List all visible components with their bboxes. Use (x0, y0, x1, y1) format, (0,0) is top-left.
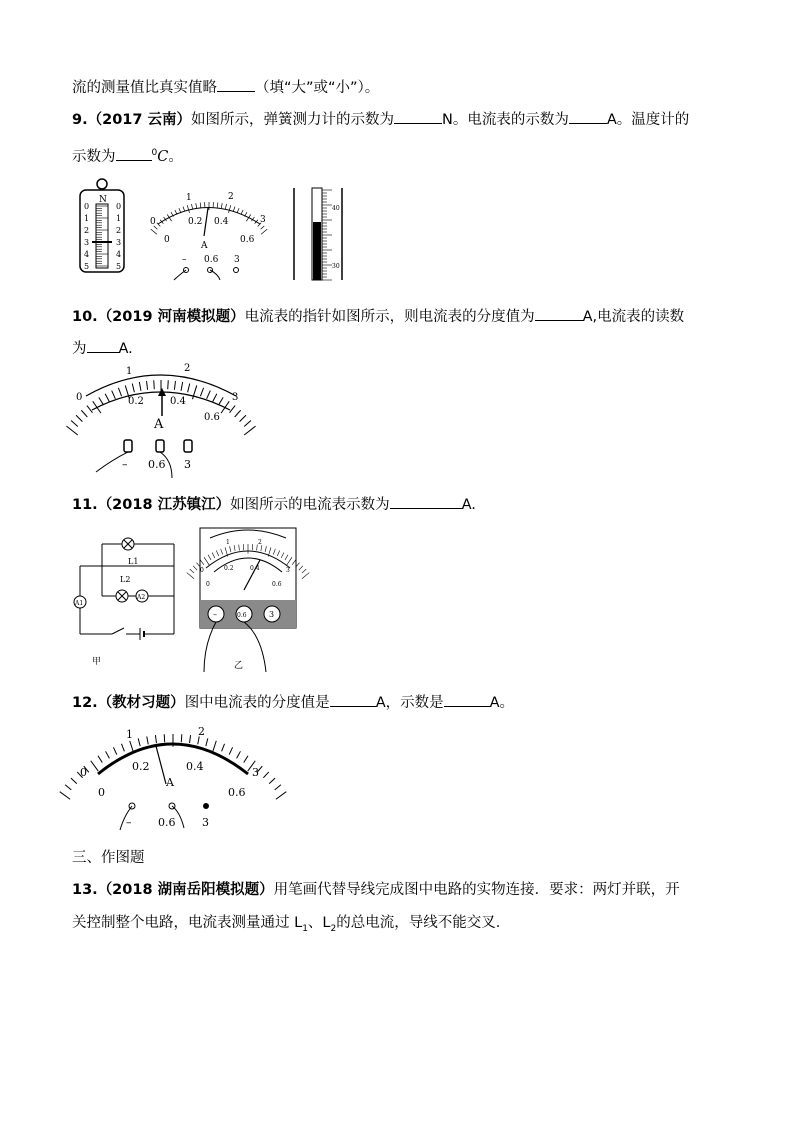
tick-mark (181, 734, 182, 742)
q9-top-3: 3 (260, 215, 266, 225)
q9-top-0: 0 (150, 217, 156, 227)
q9-bot-1: 0.2 (188, 217, 203, 227)
tick-mark (164, 734, 165, 742)
q12-needle (156, 746, 166, 784)
q9-term-2: 3 (234, 255, 240, 265)
q9-line-2: 示数为 $^0$C。 (72, 145, 183, 166)
tick-mark (98, 756, 102, 763)
tick-mark (99, 397, 104, 405)
q11-bot-0: 0 (206, 581, 210, 588)
spring-tick-label: 4 (84, 250, 90, 259)
q8-tail-line (72, 76, 379, 97)
spring-tick-label: 1 (116, 214, 122, 223)
tick-mark (91, 761, 99, 771)
q11-top-2: 2 (258, 539, 262, 546)
tick-mark (93, 401, 101, 413)
q13-line-1 (72, 878, 680, 899)
tick-mark (212, 741, 216, 753)
q11-L1-label: L1 (128, 557, 139, 566)
q12-source: （教材习题） (97, 695, 185, 711)
q12-top-0: 0 (80, 766, 87, 779)
q12-blank-1 (330, 692, 376, 707)
q10-source: （2019 河南模拟题） (97, 309, 245, 325)
tick-mark (200, 203, 201, 208)
q9-A-label: A (201, 241, 208, 251)
tick-mark (244, 756, 248, 763)
q9-bot-0: 0 (164, 235, 170, 245)
tick-mark (181, 382, 183, 391)
tick-mark (121, 744, 124, 751)
tick-mark (147, 736, 148, 744)
tick-mark (138, 738, 140, 746)
q10-line-2 (72, 337, 133, 358)
thermo-label-30: 30 (332, 263, 340, 270)
tick-mark (112, 391, 116, 399)
tick-mark (160, 220, 163, 224)
q11-text-2: A. (461, 497, 476, 513)
q12-bot-1: 0.2 (132, 760, 150, 773)
tick-mark (244, 421, 251, 427)
q11-line (72, 493, 476, 514)
tick-mark (229, 205, 231, 213)
tick-mark (190, 735, 191, 743)
section-title: 三、作图题 (72, 850, 145, 866)
tick-mark (168, 380, 169, 389)
tick-mark (200, 388, 203, 396)
tick-mark (302, 569, 306, 573)
tick-mark (60, 792, 70, 800)
q10-text-4: A. (118, 341, 133, 357)
q11-caption-1: 甲 (92, 657, 102, 667)
q11-circuit-figure (76, 530, 196, 670)
q9-unit-sup: 0 (151, 148, 158, 159)
tick-mark (132, 383, 134, 392)
q10-A-label: A (154, 417, 164, 432)
q9-number: 9. (72, 112, 88, 128)
spring-tick-label: 2 (84, 226, 90, 235)
q12-bot-3: 0.6 (228, 786, 246, 799)
tick-mark (222, 744, 225, 751)
thermo-label-40: 40 (332, 205, 340, 212)
q9-text: 如图所示，弹簧测力计的示数为 (191, 112, 395, 128)
q10-top-2: 2 (184, 363, 191, 374)
q10-bot-2: 0.6 (204, 412, 220, 423)
q10-text-3: 为 (72, 341, 87, 357)
q9-text-3: A。温度计的 (606, 112, 690, 128)
tick-mark (213, 394, 217, 402)
q11-A1-label: A1 (75, 600, 84, 607)
q9-text-4: 示数为 (72, 149, 116, 165)
tick-mark (221, 203, 222, 208)
q10-term-0: – (122, 458, 128, 471)
q13-sub-1: 1 (302, 923, 308, 934)
q12-line (72, 691, 514, 712)
q10-blank-1 (535, 306, 583, 321)
tick-mark (206, 738, 208, 746)
q11-top-1: 1 (226, 539, 230, 546)
q11-term-0: – (213, 610, 217, 619)
tick-mark (219, 397, 224, 405)
q11-L2-label: L2 (120, 575, 131, 584)
q8-text: 流的测量值比真实值略 (72, 80, 217, 96)
tick-mark (276, 792, 286, 800)
q9-source: （2017 云南） (87, 112, 192, 128)
q11-number: 11. (72, 497, 98, 513)
tick-mark (240, 415, 246, 421)
q12-text-3: A。 (489, 695, 515, 711)
tick-mark (241, 210, 243, 214)
q13-text-4: 的总电流，导线不能交叉． (336, 915, 511, 931)
spring-tick-label: 3 (116, 238, 122, 247)
q12-top-1: 1 (126, 728, 133, 741)
q9-unit-c: C (157, 149, 169, 165)
spring-tick-label: 5 (116, 262, 122, 271)
tick-mark (237, 208, 239, 213)
q13-number: 13. (72, 882, 98, 898)
tick-mark (155, 735, 156, 743)
q11-meter-figure (196, 524, 300, 674)
tick-mark (230, 406, 236, 413)
q12-blank-2 (444, 692, 490, 707)
spring-tick-label: 4 (116, 250, 122, 259)
q12-text-2: A，示数是 (375, 695, 444, 711)
q12-text: 图中电流表的分度值是 (184, 695, 330, 711)
q9-needle (204, 208, 208, 236)
q11-top-0: 0 (200, 567, 204, 574)
tick-mark (217, 203, 218, 208)
tick-mark (130, 741, 134, 753)
spring-tick-label: 5 (84, 262, 90, 271)
tick-mark (221, 401, 229, 413)
q11-blank (390, 494, 462, 509)
q11-caption-2: 乙 (234, 661, 244, 671)
q11-bot-3: 0.6 (272, 581, 282, 588)
tick-mark (275, 785, 281, 790)
tick-mark (207, 391, 211, 399)
spring-scale-figure (76, 176, 136, 276)
q9-blank-3 (116, 146, 152, 161)
q11-text: 如图所示的电流表示数为 (230, 497, 390, 513)
spring-tick-label: 1 (84, 214, 90, 223)
tick-mark (71, 421, 78, 427)
q10-text: 电流表的指针如图所示，则电流表的分度值为 (244, 309, 535, 325)
tick-mark (255, 220, 258, 224)
q10-line-1 (72, 305, 684, 326)
tick-mark (235, 410, 241, 417)
q9-blank-1 (394, 109, 442, 124)
q9-text-2: N。电流表的示数为 (442, 112, 569, 128)
tick-mark (244, 426, 255, 435)
tick-mark (87, 406, 93, 413)
tick-mark (302, 573, 309, 579)
q11-bot-2: 0.4 (250, 565, 260, 572)
tick-mark (183, 207, 185, 212)
q10-bot-1: 0.4 (170, 396, 186, 407)
tick-mark (113, 747, 116, 754)
tick-mark (65, 785, 71, 790)
q13-text-3: 、L (307, 915, 331, 931)
q9-term-1: 0.6 (204, 255, 219, 265)
q10-term-2: 3 (184, 458, 191, 471)
q13-text: 用笔画代替导线完成图中电路的实物连接．要求：两灯并联，开 (273, 882, 680, 898)
tick-mark (179, 208, 181, 213)
q9-line-1 (72, 108, 689, 129)
q12-top-3: 3 (252, 766, 259, 779)
q9-top-2: 2 (228, 192, 234, 202)
q12-A-label: A (166, 776, 174, 789)
q8-blank (217, 77, 255, 92)
tick-mark (225, 204, 226, 209)
q12-term-2: 3 (202, 816, 209, 829)
spring-tick-label: 0 (116, 202, 122, 211)
spring-tick-label: 0 (84, 202, 90, 211)
tick-mark (261, 226, 265, 229)
q9-ammeter-figure (148, 186, 278, 281)
tick-mark (187, 205, 189, 213)
q11-term-1: 0.6 (237, 612, 247, 619)
tick-mark (106, 751, 110, 758)
tick-mark (233, 207, 235, 212)
tick-mark (261, 229, 267, 234)
spring-unit-label: N (99, 195, 107, 205)
tick-mark (154, 380, 155, 389)
thermometer-figure (288, 184, 358, 284)
q9-term-0: – (182, 255, 187, 265)
tick-mark (188, 383, 190, 392)
q12-top-2: 2 (198, 725, 205, 738)
q13-sub-2: 2 (330, 923, 337, 934)
q10-ammeter-figure (72, 360, 252, 478)
q10-bot-0: 0.2 (128, 396, 144, 407)
q9-blank-2 (569, 109, 607, 124)
spring-tick-label: 3 (84, 238, 90, 247)
q10-number: 10. (72, 309, 98, 325)
tick-mark (263, 772, 268, 778)
q11-top-3: 3 (286, 567, 290, 574)
tick-mark (66, 426, 77, 435)
q10-top-0: 0 (76, 392, 83, 403)
tick-mark (174, 381, 175, 390)
q12-term-1: 0.6 (158, 816, 176, 829)
tick-mark (76, 415, 82, 421)
tick-mark (229, 747, 232, 754)
q10-blank-2 (87, 338, 119, 353)
q13-text-2: 关控制整个电路，电流表测量通过 L (72, 915, 303, 931)
q10-term-1: 0.6 (148, 458, 166, 471)
q12-term-0: – (126, 816, 132, 829)
q12-number: 12. (72, 695, 98, 711)
q9-bot-2: 0.4 (214, 217, 229, 227)
q11-source: （2018 江苏镇江） (97, 497, 231, 513)
tick-mark (147, 381, 148, 390)
q12-ammeter-figure (76, 724, 276, 834)
tick-mark (269, 778, 275, 783)
q13-line-2 (72, 911, 510, 934)
q11-term-2: 3 (269, 610, 275, 619)
tick-mark (151, 229, 157, 234)
tick-mark (81, 410, 87, 417)
tick-mark (71, 778, 77, 783)
tick-mark (196, 203, 197, 208)
tick-mark (237, 751, 241, 758)
tick-mark (105, 394, 109, 402)
q10-top-3: 3 (232, 392, 239, 403)
q10-text-2: A,电流表的读数 (582, 309, 685, 325)
tick-mark (299, 566, 303, 570)
spring-tick-label: 2 (116, 226, 122, 235)
q9-top-1: 1 (186, 193, 192, 203)
q12-bot-0: 0 (98, 786, 105, 799)
q11-bot-1: 0.2 (224, 565, 234, 572)
q13-source: （2018 湖南岳阳模拟题） (97, 882, 274, 898)
q11-A2-label: A2 (137, 594, 146, 601)
q9-bot-3: 0.6 (240, 235, 255, 245)
q8-text-2: （填“大”或“小”）。 (255, 80, 380, 96)
q10-top-1: 1 (126, 366, 133, 377)
tick-mark (139, 382, 141, 391)
tick-mark (191, 204, 192, 209)
tick-mark (118, 388, 121, 396)
q12-bot-2: 0.4 (186, 760, 204, 773)
